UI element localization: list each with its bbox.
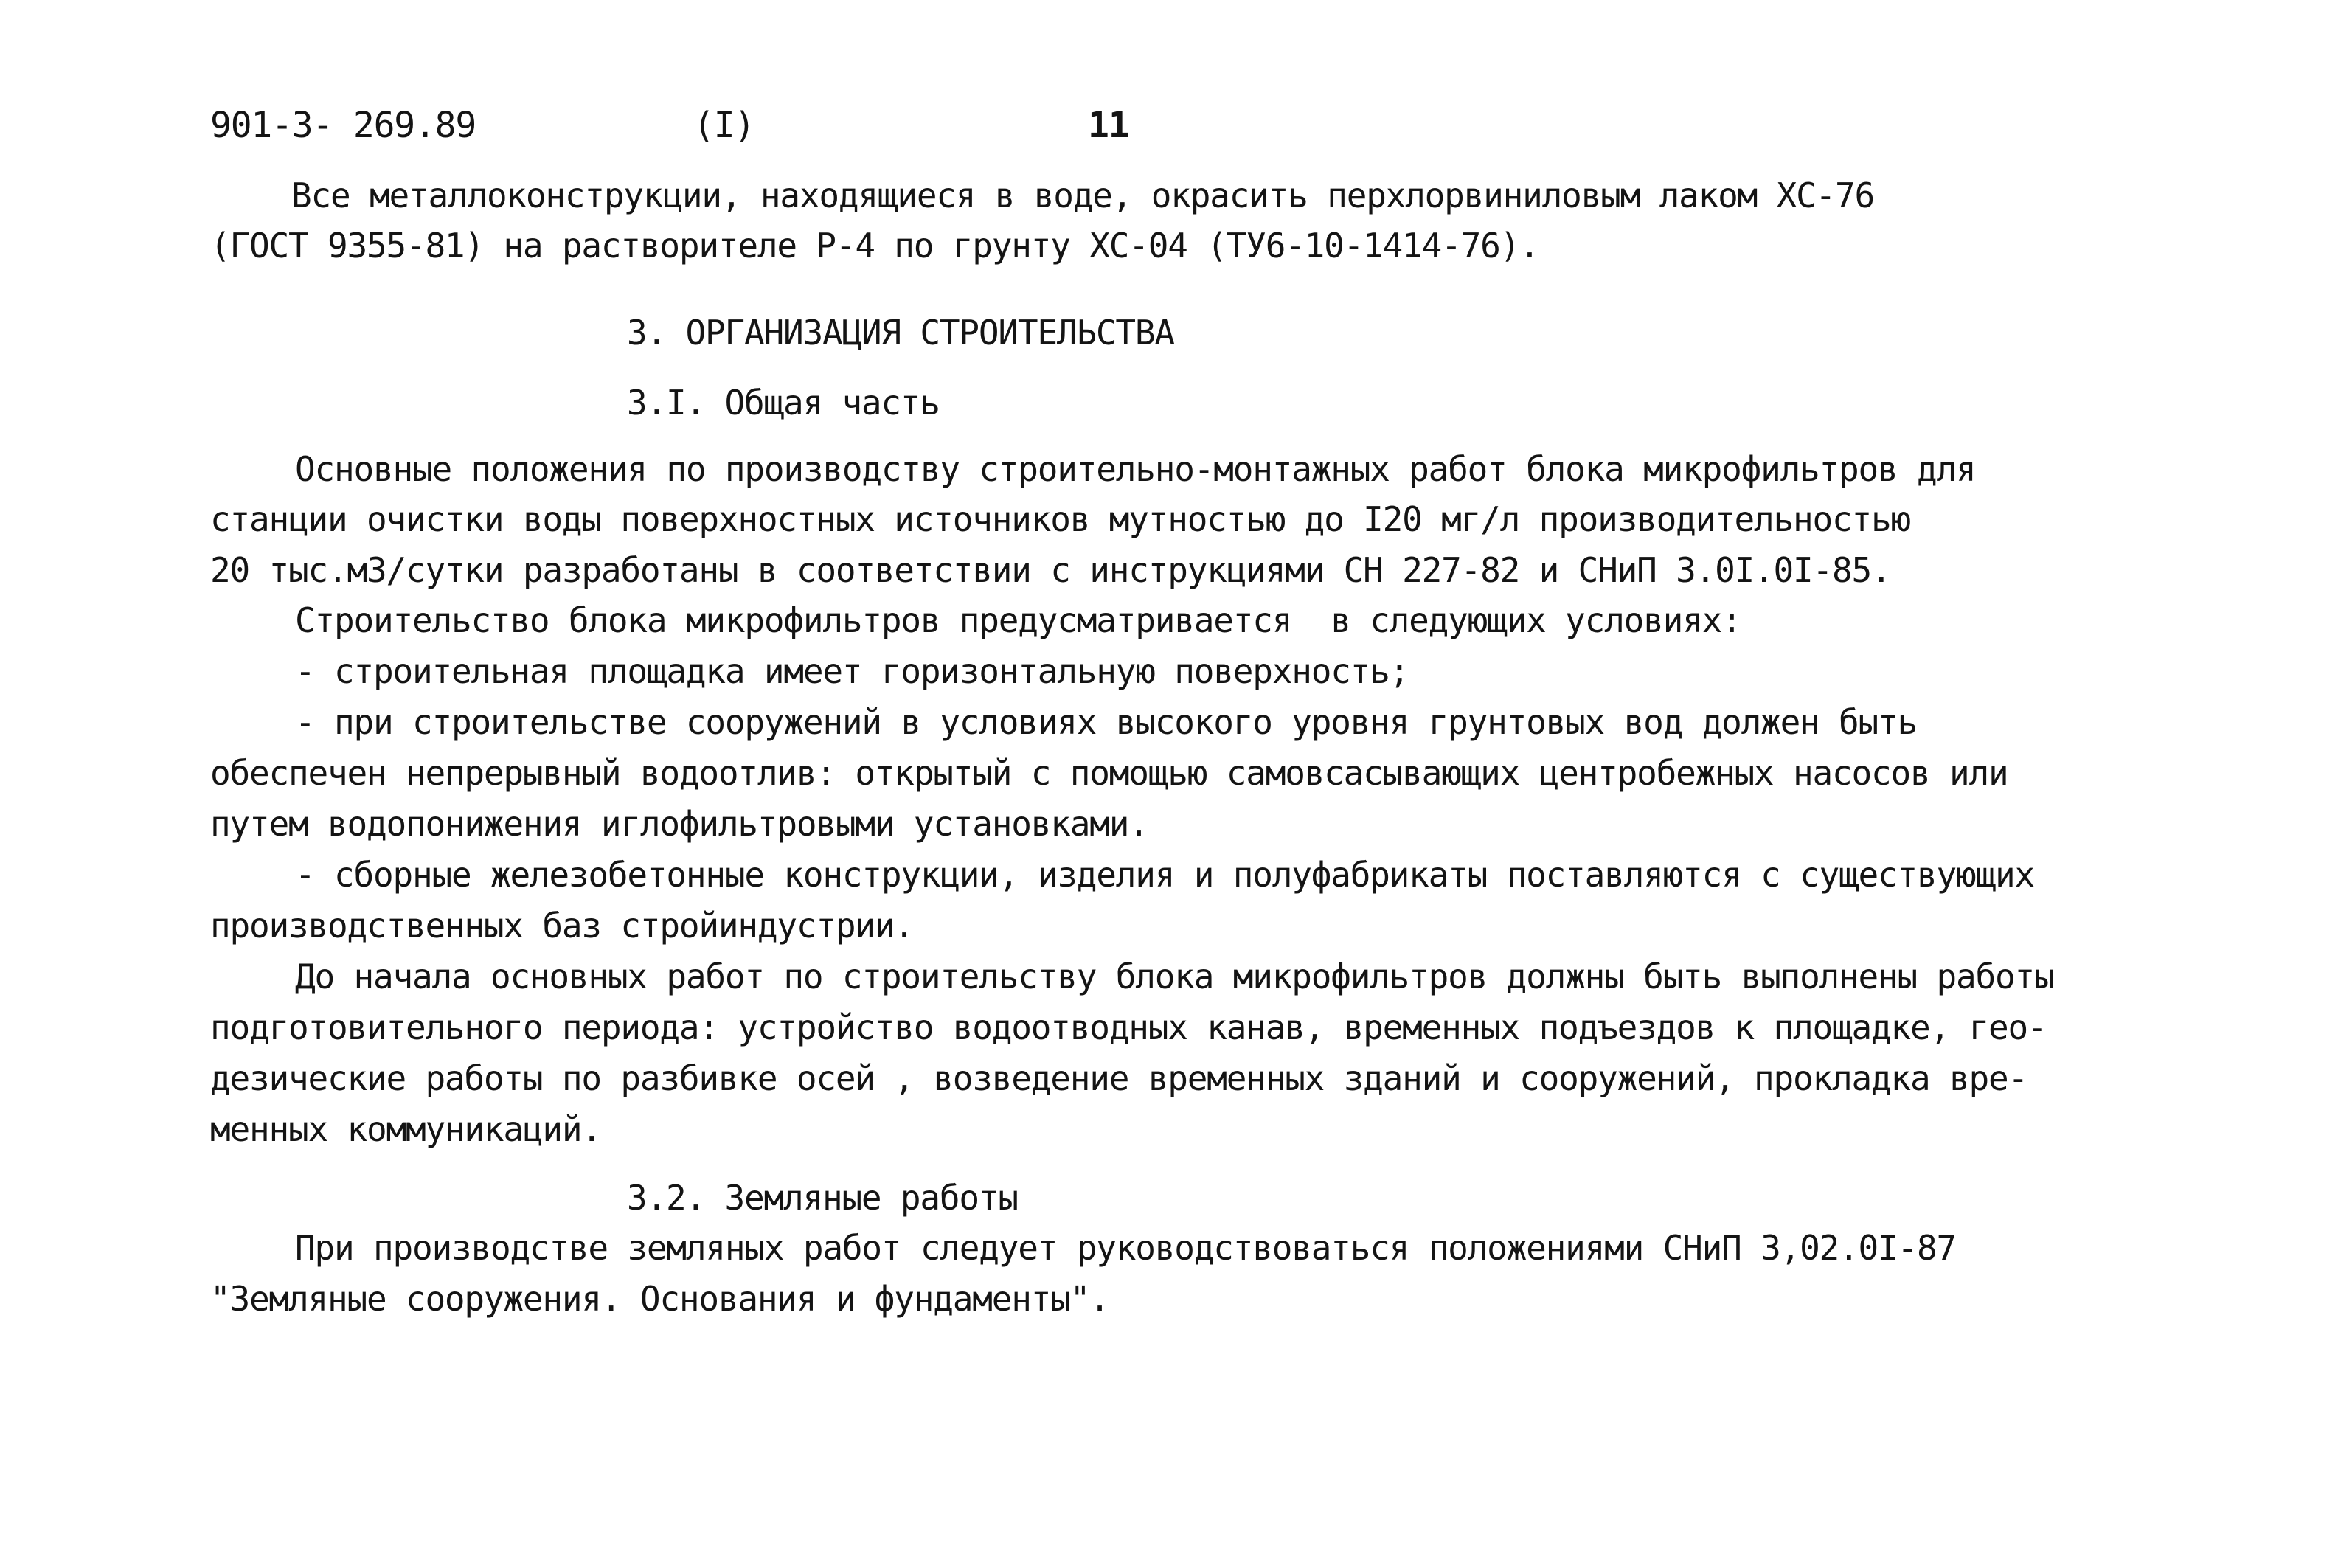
text-line: Все металлоконструкции, находящиеся в воде, окрасить перхлорвиниловым лаком ХС-76 bbox=[291, 176, 1875, 215]
text-line: При производстве земляных работ следует руководствоваться положениями СНиП 3,02.0I-87 bbox=[295, 1228, 1957, 1268]
text-line: дезические работы по разбивке осей , возведение временных зданий и сооружений, прокладка вре- bbox=[210, 1058, 2027, 1098]
text-line: станции очистки воды поверхностных источников мутностью до I20 мг/л производительностью bbox=[210, 499, 1911, 539]
text-line: менных коммуникаций. bbox=[210, 1109, 601, 1149]
text-line: Основные положения по производству строительно-монтажных работ блока микрофильтров для bbox=[295, 449, 1976, 489]
text-line: Строительство блока микрофильтров предусматривается в следующих условиях: bbox=[295, 600, 1741, 640]
text-line: (ГОСТ 9355-81) на растворителе Р-4 по грунту ХС-04 (ТУ6-10-1414-76). bbox=[210, 226, 1539, 266]
document-code: 901-3- 269.89 bbox=[210, 105, 476, 146]
text-line: подготовительного периода: устройство водоотводных канав, временных подъездов к площадке, гео- bbox=[210, 1007, 2047, 1047]
section-heading: 3. ОРГАНИЗАЦИЯ СТРОИТЕЛЬСТВА bbox=[627, 313, 1174, 353]
text-line: "Земляные сооружения. Основания и фундаменты". bbox=[210, 1279, 1109, 1319]
text-line: обеспечен непрерывный водоотлив: открытый с помощью самовсасывающих центробежных насосов или bbox=[210, 753, 2008, 793]
text-line: - сборные железобетонные конструкции, изделия и полуфабрикаты поставляются с существующих bbox=[295, 855, 2034, 895]
subsection-heading: 3.2. Земляные работы bbox=[627, 1178, 1018, 1218]
text-line: 20 тыс.м3/сутки разработаны в соответствии с инструкциями СН 227-82 и СНиП 3.0I.0I-85. bbox=[210, 550, 1891, 590]
page-number: 11 bbox=[1088, 105, 1129, 146]
document-part: (I) bbox=[693, 105, 755, 146]
text-line: - при строительстве сооружений в условиях высокого уровня грунтовых вод должен быть bbox=[295, 702, 1918, 742]
text-line: - строительная площадка имеет горизонтальную поверхность; bbox=[295, 651, 1409, 691]
text-line: производственных баз стройиндустрии. bbox=[210, 906, 914, 946]
text-line: До начала основных работ по строительству блока микрофильтров должны быть выполнены работы bbox=[295, 957, 2054, 996]
text-line: путем водопонижения иглофильтровыми установками. bbox=[210, 804, 1148, 844]
subsection-heading: 3.I. Общая часть bbox=[627, 383, 940, 423]
